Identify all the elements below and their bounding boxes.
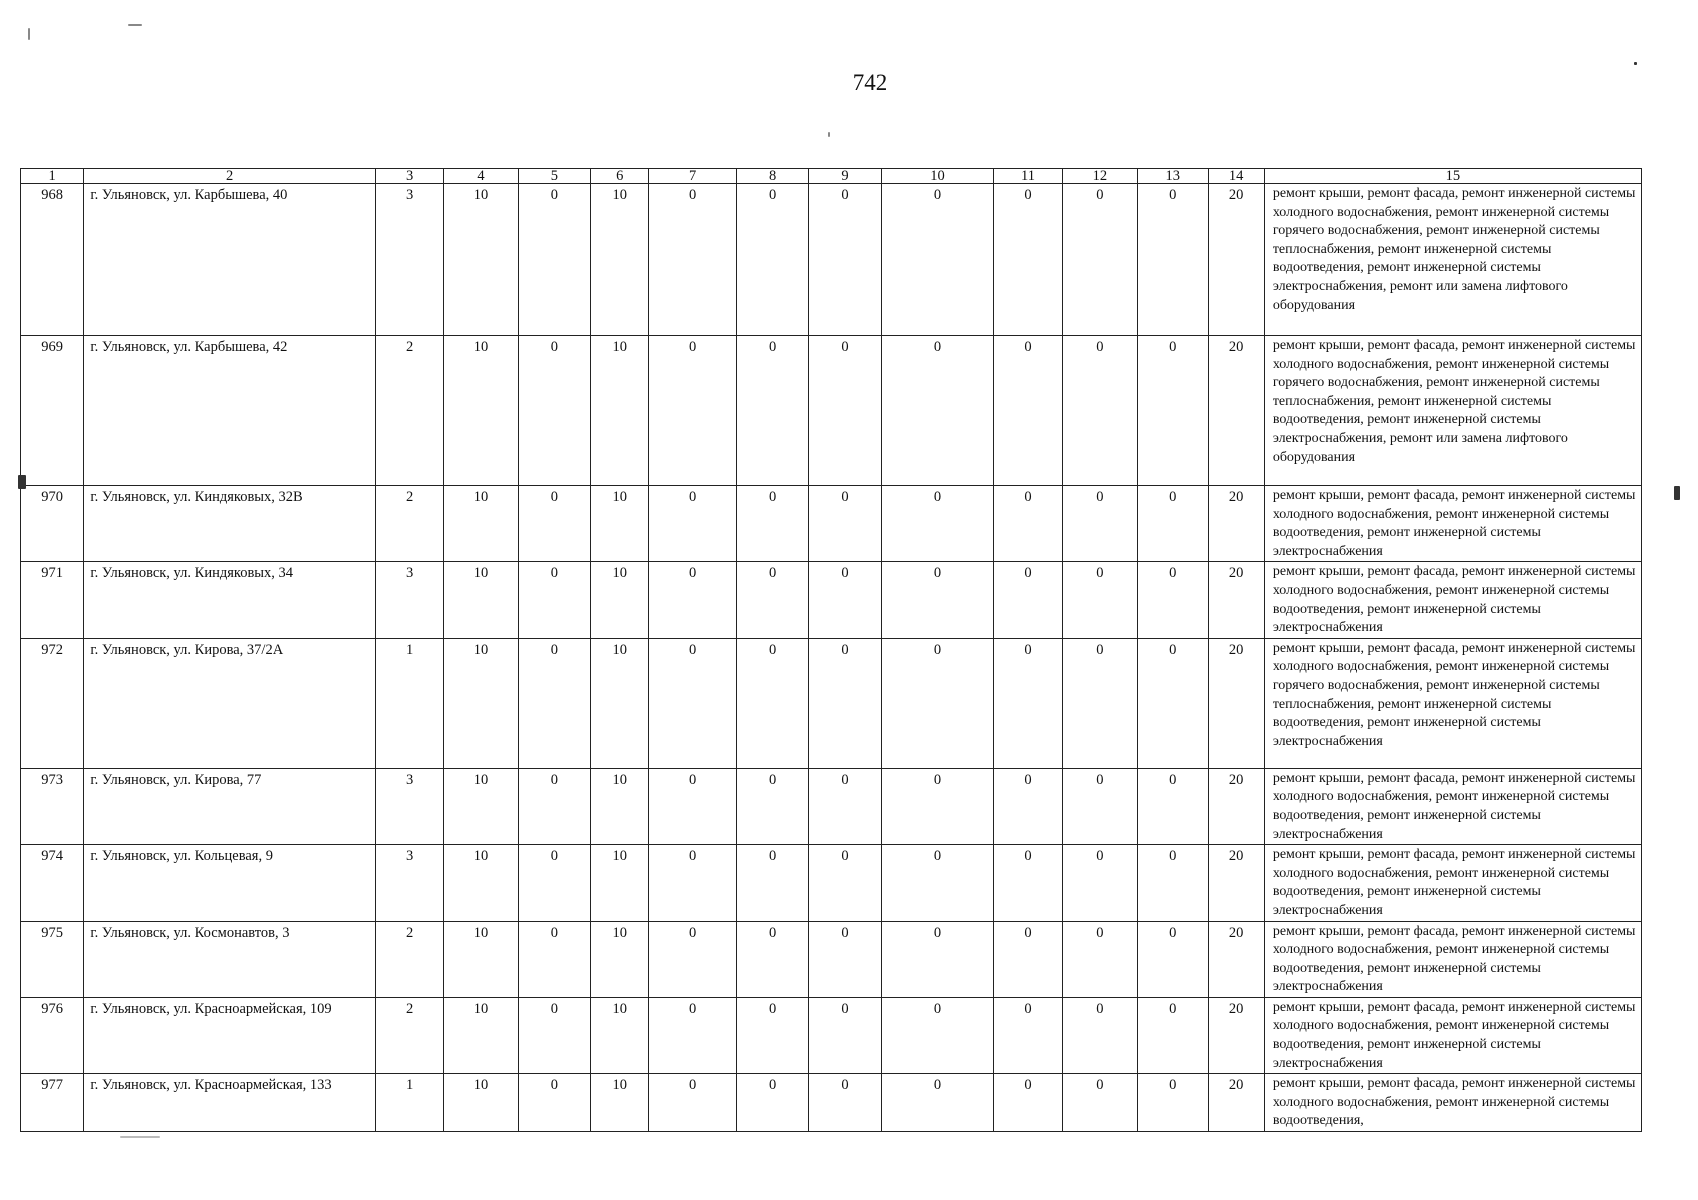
value-cell-c7: 0 xyxy=(649,845,736,921)
column-header: 7 xyxy=(649,169,736,184)
value-cell-c14: 20 xyxy=(1208,768,1264,844)
value-cell-c6: 10 xyxy=(591,921,649,997)
value-cell-c10: 0 xyxy=(881,638,994,768)
value-cell-c9: 0 xyxy=(809,486,881,562)
table-row xyxy=(21,562,1642,638)
value-cell-c12: 0 xyxy=(1062,336,1137,486)
value-cell-c6: 10 xyxy=(591,768,649,844)
works-cell: ремонт крыши, ремонт фасада, ремонт инженерной системы холодного водоснабжения, ремонт инженерной системы водоотведения, xyxy=(1264,1074,1641,1132)
value-cell-c3: 3 xyxy=(375,768,443,844)
column-header: 4 xyxy=(444,169,518,184)
column-number-header xyxy=(21,169,1642,184)
value-cell-c6: 10 xyxy=(591,562,649,638)
address-cell: г. Ульяновск, ул. Кирова, 37/2А xyxy=(84,638,376,768)
value-cell-c7: 0 xyxy=(649,486,736,562)
page-number: 742 xyxy=(852,70,888,95)
value-cell-c12: 0 xyxy=(1062,997,1137,1073)
column-header: 1 xyxy=(21,169,84,184)
value-cell-c13: 0 xyxy=(1138,562,1208,638)
value-cell-c10: 0 xyxy=(881,768,994,844)
scan-speck xyxy=(1674,486,1680,500)
column-header: 6 xyxy=(591,169,649,184)
table-row xyxy=(21,1074,1642,1132)
value-cell-c3: 3 xyxy=(375,845,443,921)
row-number-cell: 973 xyxy=(21,768,84,844)
column-header: 15 xyxy=(1264,169,1641,184)
value-cell-c4: 10 xyxy=(444,845,518,921)
value-cell-c11: 0 xyxy=(994,768,1062,844)
value-cell-c3: 1 xyxy=(375,1074,443,1132)
column-header: 8 xyxy=(736,169,808,184)
value-cell-c12: 0 xyxy=(1062,638,1137,768)
value-cell-c9: 0 xyxy=(809,1074,881,1132)
value-cell-c12: 0 xyxy=(1062,562,1137,638)
value-cell-c9: 0 xyxy=(809,921,881,997)
value-cell-c5: 0 xyxy=(518,921,590,997)
table-body xyxy=(21,184,1642,1132)
value-cell-c9: 0 xyxy=(809,768,881,844)
value-cell-c4: 10 xyxy=(444,486,518,562)
value-cell-c6: 10 xyxy=(591,336,649,486)
column-header: 9 xyxy=(809,169,881,184)
value-cell-c4: 10 xyxy=(444,336,518,486)
column-header: 5 xyxy=(518,169,590,184)
value-cell-c7: 0 xyxy=(649,336,736,486)
value-cell-c3: 2 xyxy=(375,486,443,562)
row-number-cell: 970 xyxy=(21,486,84,562)
value-cell-c13: 0 xyxy=(1138,1074,1208,1132)
scan-speck xyxy=(120,1136,160,1138)
value-cell-c14: 20 xyxy=(1208,486,1264,562)
value-cell-c4: 10 xyxy=(444,997,518,1073)
address-cell: г. Ульяновск, ул. Карбышева, 42 xyxy=(84,336,376,486)
value-cell-c5: 0 xyxy=(518,486,590,562)
value-cell-c11: 0 xyxy=(994,1074,1062,1132)
works-cell: ремонт крыши, ремонт фасада, ремонт инженерной системы холодного водоснабжения, ремонт инженерной системы водоотведения, ремонт инженерной системы электроснабжения xyxy=(1264,562,1641,638)
table-row xyxy=(21,336,1642,486)
value-cell-c11: 0 xyxy=(994,638,1062,768)
value-cell-c6: 10 xyxy=(591,997,649,1073)
value-cell-c11: 0 xyxy=(994,845,1062,921)
value-cell-c5: 0 xyxy=(518,997,590,1073)
value-cell-c4: 10 xyxy=(444,921,518,997)
value-cell-c6: 10 xyxy=(591,1074,649,1132)
works-cell: ремонт крыши, ремонт фасада, ремонт инженерной системы холодного водоснабжения, ремонт инженерной системы водоотведения, ремонт инженерной системы электроснабжения xyxy=(1264,997,1641,1073)
value-cell-c10: 0 xyxy=(881,336,994,486)
value-cell-c10: 0 xyxy=(881,1074,994,1132)
value-cell-c6: 10 xyxy=(591,845,649,921)
value-cell-c3: 2 xyxy=(375,921,443,997)
works-cell: ремонт крыши, ремонт фасада, ремонт инженерной системы холодного водоснабжения, ремонт инженерной системы водоотведения, ремонт инженерной системы электроснабжения xyxy=(1264,768,1641,844)
value-cell-c14: 20 xyxy=(1208,845,1264,921)
value-cell-c13: 0 xyxy=(1138,486,1208,562)
column-header: 14 xyxy=(1208,169,1264,184)
value-cell-c10: 0 xyxy=(881,997,994,1073)
works-cell: ремонт крыши, ремонт фасада, ремонт инженерной системы холодного водоснабжения, ремонт инженерной системы горячего водоснабжения, ремонт инженерной системы теплоснабжения, ремонт инженерной системы водоотведения, ремонт инженерной системы электроснабжения, ремонт или замена лифтового оборудования xyxy=(1264,184,1641,336)
column-header: 2 xyxy=(84,169,376,184)
value-cell-c11: 0 xyxy=(994,562,1062,638)
value-cell-c5: 0 xyxy=(518,184,590,336)
value-cell-c4: 10 xyxy=(444,768,518,844)
scan-speck xyxy=(18,475,26,489)
value-cell-c9: 0 xyxy=(809,562,881,638)
value-cell-c8: 0 xyxy=(736,336,808,486)
value-cell-c7: 0 xyxy=(649,638,736,768)
value-cell-c13: 0 xyxy=(1138,768,1208,844)
works-cell: ремонт крыши, ремонт фасада, ремонт инженерной системы холодного водоснабжения, ремонт инженерной системы водоотведения, ремонт инженерной системы электроснабжения xyxy=(1264,486,1641,562)
value-cell-c4: 10 xyxy=(444,638,518,768)
address-cell: г. Ульяновск, ул. Кольцевая, 9 xyxy=(84,845,376,921)
column-header: 12 xyxy=(1062,169,1137,184)
table-row xyxy=(21,486,1642,562)
value-cell-c9: 0 xyxy=(809,184,881,336)
value-cell-c8: 0 xyxy=(736,1074,808,1132)
value-cell-c5: 0 xyxy=(518,638,590,768)
value-cell-c4: 10 xyxy=(444,562,518,638)
row-number-cell: 969 xyxy=(21,336,84,486)
address-cell: г. Ульяновск, ул. Кирова, 77 xyxy=(84,768,376,844)
row-number-cell: 975 xyxy=(21,921,84,997)
column-header: 3 xyxy=(375,169,443,184)
value-cell-c12: 0 xyxy=(1062,768,1137,844)
value-cell-c12: 0 xyxy=(1062,845,1137,921)
value-cell-c14: 20 xyxy=(1208,921,1264,997)
value-cell-c11: 0 xyxy=(994,486,1062,562)
row-number-cell: 976 xyxy=(21,997,84,1073)
value-cell-c7: 0 xyxy=(649,921,736,997)
scan-speck xyxy=(1634,62,1637,65)
value-cell-c12: 0 xyxy=(1062,486,1137,562)
value-cell-c8: 0 xyxy=(736,486,808,562)
value-cell-c10: 0 xyxy=(881,486,994,562)
row-number-cell: 968 xyxy=(21,184,84,336)
value-cell-c13: 0 xyxy=(1138,184,1208,336)
value-cell-c14: 20 xyxy=(1208,997,1264,1073)
address-cell: г. Ульяновск, ул. Карбышева, 40 xyxy=(84,184,376,336)
value-cell-c3: 2 xyxy=(375,997,443,1073)
value-cell-c12: 0 xyxy=(1062,184,1137,336)
address-cell: г. Ульяновск, ул. Киндяковых, 32В xyxy=(84,486,376,562)
scan-speck xyxy=(128,24,142,26)
table-row xyxy=(21,184,1642,336)
value-cell-c9: 0 xyxy=(809,997,881,1073)
row-number-cell: 974 xyxy=(21,845,84,921)
value-cell-c10: 0 xyxy=(881,562,994,638)
value-cell-c13: 0 xyxy=(1138,638,1208,768)
works-cell: ремонт крыши, ремонт фасада, ремонт инженерной системы холодного водоснабжения, ремонт инженерной системы водоотведения, ремонт инженерной системы электроснабжения xyxy=(1264,921,1641,997)
address-cell: г. Ульяновск, ул. Киндяковых, 34 xyxy=(84,562,376,638)
value-cell-c8: 0 xyxy=(736,638,808,768)
works-cell: ремонт крыши, ремонт фасада, ремонт инженерной системы холодного водоснабжения, ремонт инженерной системы горячего водоснабжения, ремонт инженерной системы теплоснабжения, ремонт инженерной системы водоотведения, ремонт инженерной системы электроснабжения, ремонт или замена лифтового оборудования xyxy=(1264,336,1641,486)
value-cell-c13: 0 xyxy=(1138,997,1208,1073)
scan-speck xyxy=(28,28,30,40)
value-cell-c4: 10 xyxy=(444,1074,518,1132)
value-cell-c13: 0 xyxy=(1138,845,1208,921)
value-cell-c8: 0 xyxy=(736,997,808,1073)
value-cell-c9: 0 xyxy=(809,845,881,921)
value-cell-c8: 0 xyxy=(736,921,808,997)
row-number-cell: 977 xyxy=(21,1074,84,1132)
address-cell: г. Ульяновск, ул. Космонавтов, 3 xyxy=(84,921,376,997)
value-cell-c12: 0 xyxy=(1062,921,1137,997)
value-cell-c11: 0 xyxy=(994,336,1062,486)
value-cell-c6: 10 xyxy=(591,638,649,768)
value-cell-c14: 20 xyxy=(1208,638,1264,768)
table-row xyxy=(21,638,1642,768)
value-cell-c7: 0 xyxy=(649,768,736,844)
value-cell-c7: 0 xyxy=(649,1074,736,1132)
address-cell: г. Ульяновск, ул. Красноармейская, 133 xyxy=(84,1074,376,1132)
value-cell-c8: 0 xyxy=(736,184,808,336)
value-cell-c8: 0 xyxy=(736,845,808,921)
value-cell-c11: 0 xyxy=(994,184,1062,336)
row-number-cell: 971 xyxy=(21,562,84,638)
value-cell-c5: 0 xyxy=(518,768,590,844)
value-cell-c7: 0 xyxy=(649,562,736,638)
value-cell-c9: 0 xyxy=(809,336,881,486)
value-cell-c10: 0 xyxy=(881,845,994,921)
value-cell-c5: 0 xyxy=(518,845,590,921)
table-row xyxy=(21,997,1642,1073)
value-cell-c10: 0 xyxy=(881,184,994,336)
value-cell-c7: 0 xyxy=(649,997,736,1073)
value-cell-c14: 20 xyxy=(1208,184,1264,336)
value-cell-c9: 0 xyxy=(809,638,881,768)
value-cell-c11: 0 xyxy=(994,921,1062,997)
value-cell-c5: 0 xyxy=(518,336,590,486)
value-cell-c14: 20 xyxy=(1208,336,1264,486)
value-cell-c5: 0 xyxy=(518,1074,590,1132)
value-cell-c8: 0 xyxy=(736,768,808,844)
column-header: 10 xyxy=(881,169,994,184)
table-row xyxy=(21,921,1642,997)
value-cell-c6: 10 xyxy=(591,184,649,336)
value-cell-c13: 0 xyxy=(1138,336,1208,486)
value-cell-c14: 20 xyxy=(1208,1074,1264,1132)
value-cell-c7: 0 xyxy=(649,184,736,336)
scan-speck xyxy=(828,132,830,137)
row-number-cell: 972 xyxy=(21,638,84,768)
value-cell-c14: 20 xyxy=(1208,562,1264,638)
value-cell-c3: 1 xyxy=(375,638,443,768)
table-row xyxy=(21,768,1642,844)
column-header: 13 xyxy=(1138,169,1208,184)
value-cell-c8: 0 xyxy=(736,562,808,638)
value-cell-c3: 3 xyxy=(375,184,443,336)
table-row xyxy=(21,845,1642,921)
value-cell-c5: 0 xyxy=(518,562,590,638)
value-cell-c6: 10 xyxy=(591,486,649,562)
value-cell-c11: 0 xyxy=(994,997,1062,1073)
value-cell-c3: 2 xyxy=(375,336,443,486)
value-cell-c12: 0 xyxy=(1062,1074,1137,1132)
works-cell: ремонт крыши, ремонт фасада, ремонт инженерной системы холодного водоснабжения, ремонт инженерной системы водоотведения, ремонт инженерной системы электроснабжения xyxy=(1264,845,1641,921)
value-cell-c10: 0 xyxy=(881,921,994,997)
value-cell-c13: 0 xyxy=(1138,921,1208,997)
repair-schedule-table xyxy=(20,168,1642,1132)
value-cell-c3: 3 xyxy=(375,562,443,638)
address-cell: г. Ульяновск, ул. Красноармейская, 109 xyxy=(84,997,376,1073)
value-cell-c4: 10 xyxy=(444,184,518,336)
works-cell: ремонт крыши, ремонт фасада, ремонт инженерной системы холодного водоснабжения, ремонт инженерной системы горячего водоснабжения, ремонт инженерной системы теплоснабжения, ремонт инженерной системы водоотведения, ремонт инженерной системы электроснабжения xyxy=(1264,638,1641,768)
column-header: 11 xyxy=(994,169,1062,184)
